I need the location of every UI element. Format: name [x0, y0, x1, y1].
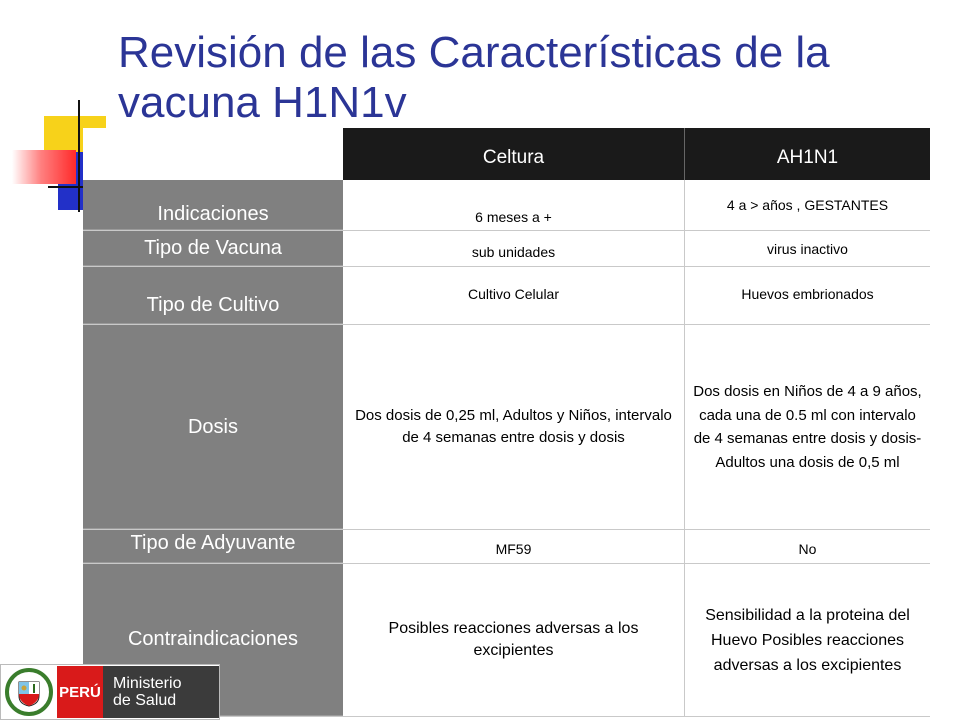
ah1n1-cell: No [798, 540, 817, 557]
table-row [83, 180, 930, 231]
ah1n1-cell: 4 a > años , GESTANTES [726, 196, 889, 213]
table-header-celtura: Celtura [343, 128, 685, 180]
row-label: Contraindicaciones [83, 564, 343, 716]
celtura-cell: Posibles reacciones adversas a los excipientes [343, 564, 685, 716]
table-header-row [83, 128, 930, 180]
ah1n1-dosis-text: Dos dosis en Niños de 4 a 9 años, cada una de 0.5 ml con intervalo de 4 semanas entre dosis y dosis- [693, 383, 922, 447]
ministerio-logo [0, 664, 220, 720]
table-header-ah1n1: AH1N1 [685, 128, 930, 180]
table-row [83, 267, 930, 325]
celtura-cell: 6 meses a + [343, 180, 685, 230]
celtura-cell: MF59 [343, 530, 685, 563]
peru-coat-of-arms-icon [5, 668, 53, 716]
table-row [83, 231, 930, 267]
row-label: Dosis [83, 325, 343, 529]
table-header-cell [83, 128, 343, 180]
peru-label: PERÚ [57, 666, 103, 718]
decor-vertical-line [78, 100, 80, 212]
comparison-table [83, 128, 930, 717]
table-row [83, 325, 930, 530]
slide-title: Revisión de las Características de la vacuna H1N1v [118, 28, 830, 127]
celtura-cell: Cultivo Celular [343, 267, 685, 324]
ah1n1-cell: Huevos embrionados [741, 285, 874, 302]
ah1n1-cell [685, 325, 930, 529]
row-label: Indicaciones [83, 180, 343, 230]
ministerio-label [103, 666, 219, 718]
celtura-cell: Dos dosis de 0,25 ml, Adultos y Niños, intervalo de 4 semanas entre dosis y dosis [343, 325, 685, 529]
ministerio-line2: de Salud [113, 692, 177, 709]
row-label: Tipo de Vacuna [83, 231, 343, 266]
celtura-cell: sub unidades [343, 231, 685, 266]
row-label: Tipo de Adyuvante [83, 530, 343, 563]
ah1n1-cell: virus inactivo [767, 240, 848, 257]
ah1n1-dosis-adultos: Adultos una dosis de 0,5 ml [715, 453, 900, 471]
ministerio-line1: Ministerio [113, 675, 182, 692]
ah1n1-cell: Sensibilidad a la proteina del Huevo Posibles reacciones adversas a los excipientes [705, 606, 910, 674]
table-body [83, 180, 930, 717]
row-label: Tipo de Cultivo [83, 267, 343, 324]
decor-red-bar [12, 150, 76, 184]
table-row [83, 530, 930, 564]
